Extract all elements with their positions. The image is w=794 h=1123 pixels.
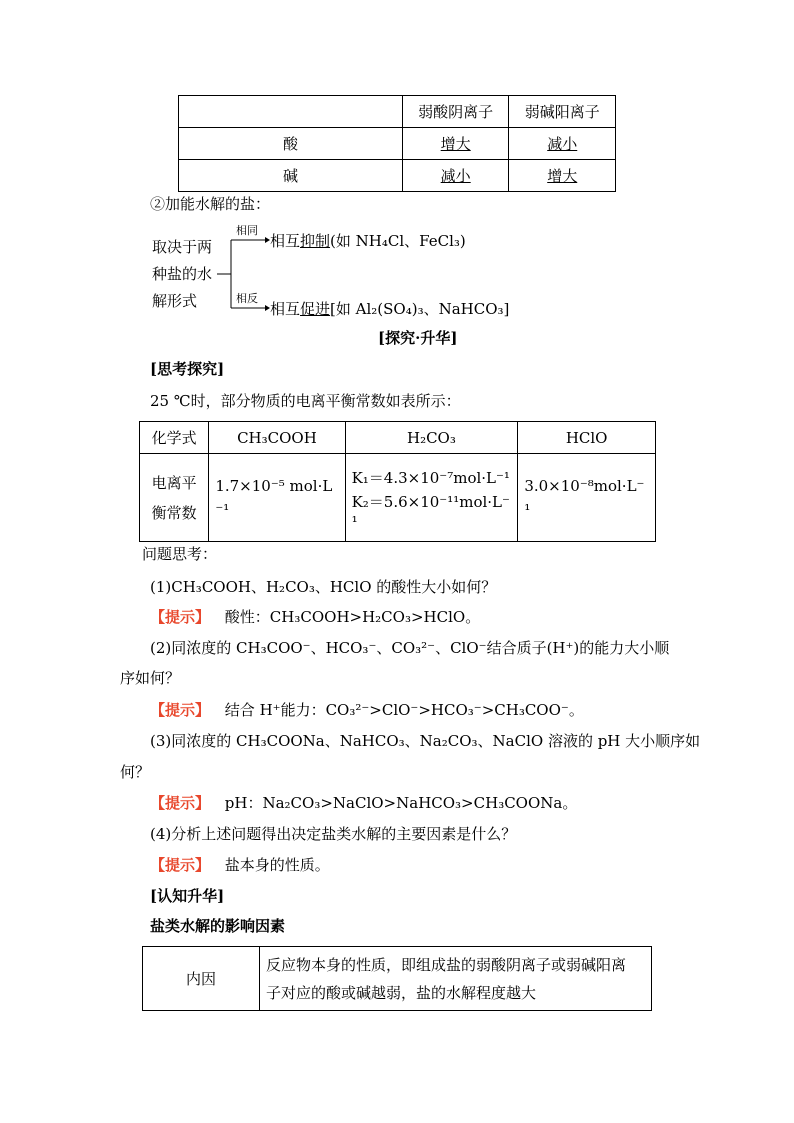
section-2-title: ②加能水解的盐： bbox=[150, 195, 271, 213]
table2-value-ch3cooh bbox=[209, 454, 345, 542]
table2-row-label-1: 电离平 bbox=[151, 473, 197, 492]
table3-text bbox=[260, 947, 652, 1011]
hint-label-2: 【提示】 bbox=[150, 701, 211, 719]
question-2-line-2: 序如何？ bbox=[120, 669, 181, 687]
diagram-top-text bbox=[270, 230, 466, 252]
ionization-constant-table bbox=[139, 421, 656, 542]
hint-label-3: 【提示】 bbox=[150, 794, 211, 812]
table2-value-ch3cooh-a: 1.7×10⁻⁵ mol·L bbox=[215, 476, 333, 495]
table2-header-formula: 化学式 bbox=[140, 422, 209, 454]
table1-row-acid-label: 酸 bbox=[179, 128, 403, 160]
diagram-bottom-underlined: 促进 bbox=[300, 300, 331, 318]
questions-label: 问题思考： bbox=[142, 545, 218, 563]
hint-label-4: 【提示】 bbox=[150, 856, 211, 874]
diagram-top-label: 相同 bbox=[236, 224, 258, 237]
diagram-top-suffix: (如 NH₄Cl、FeCl₃) bbox=[330, 232, 466, 250]
answer-2-text: 结合 H⁺能力：CO₃²⁻>ClO⁻>HCO₃⁻>CH₃COO⁻。 bbox=[224, 701, 584, 719]
table2-value-h2co3 bbox=[345, 454, 518, 542]
table2-value-hclo-a: 3.0×10⁻⁸mol·L⁻ bbox=[524, 476, 645, 495]
table2-header-ch3cooh: CH₃COOH bbox=[209, 422, 345, 454]
hint-label-1: 【提示】 bbox=[150, 608, 211, 626]
table1-row-base-cation: 增大 bbox=[509, 160, 616, 192]
question-1: (1)CH₃COOH、H₂CO₃、HClO 的酸性大小如何？ bbox=[150, 578, 497, 596]
diagram-left-line-3: 解形式 bbox=[152, 292, 198, 310]
answer-2 bbox=[150, 699, 584, 721]
answer-3-text: pH：Na₂CO₃>NaClO>NaHCO₃>CH₃COONa。 bbox=[224, 794, 578, 812]
factors-table bbox=[142, 946, 652, 1011]
table2-value-ch3cooh-b: ⁻¹ bbox=[215, 500, 230, 519]
table2-row-label-2: 衡常数 bbox=[151, 503, 197, 522]
table3-text-a: 反应物本身的性质，即组成盐的弱酸阴离子或弱碱阳离 bbox=[266, 955, 627, 974]
table3-text-b: 子对应的酸或碱越弱，盐的水解程度越大 bbox=[266, 983, 537, 1002]
heading-upgrade: [认知升华] bbox=[150, 887, 225, 905]
answer-1-text: 酸性：CH₃COOH>H₂CO₃>HClO。 bbox=[224, 608, 481, 626]
answer-1 bbox=[150, 606, 480, 628]
diagram-left-line-2: 种盐的水 bbox=[152, 265, 213, 283]
answer-3 bbox=[150, 792, 577, 814]
table2-value-h2co3-c: ¹ bbox=[351, 512, 358, 531]
table1-row-acid-anion: 增大 bbox=[402, 128, 509, 160]
diagram-top-underlined: 抑制 bbox=[300, 232, 331, 250]
table1-header-empty bbox=[179, 96, 403, 128]
answer-4-text: 盐本身的性质。 bbox=[224, 856, 330, 874]
table2-value-hclo-b: ¹ bbox=[524, 500, 531, 519]
diagram-left-line-1: 取决于两 bbox=[152, 238, 213, 256]
question-4: (4)分析上述问题得出决定盐类水解的主要因素是什么？ bbox=[150, 825, 517, 843]
answer-4 bbox=[150, 854, 330, 876]
table2-row-label bbox=[140, 454, 209, 542]
ion-effect-table bbox=[178, 95, 616, 192]
table3-label: 内因 bbox=[143, 947, 260, 1011]
question-3-line-2: 何？ bbox=[120, 763, 151, 781]
table2-value-h2co3-b: K₂＝5.6×10⁻¹¹mol·L⁻ bbox=[351, 492, 510, 511]
diagram-bottom-text bbox=[270, 298, 509, 320]
table2-header-h2co3: H₂CO₃ bbox=[345, 422, 518, 454]
heading-explore: [探究·升华] bbox=[378, 329, 458, 347]
diagram-bottom-suffix: [如 Al₂(SO₄)₃、NaHCO₃] bbox=[330, 300, 510, 318]
diagram-top-prefix: 相互 bbox=[270, 232, 301, 250]
question-2-line-1: (2)同浓度的 CH₃COO⁻、HCO₃⁻、CO₃²⁻、ClO⁻结合质子(H⁺)的能力大小顺 bbox=[150, 639, 670, 657]
table2-value-h2co3-a: K₁＝4.3×10⁻⁷mol·L⁻¹ bbox=[351, 468, 510, 487]
table2-value-hclo bbox=[518, 454, 656, 542]
table1-row-acid-cation: 减小 bbox=[509, 128, 616, 160]
intro-text: 25 ℃时，部分物质的电离平衡常数如表所示： bbox=[150, 392, 461, 410]
table2-header-hclo: HClO bbox=[518, 422, 656, 454]
question-3-line-1: (3)同浓度的 CH₃COONa、NaHCO₃、Na₂CO₃、NaClO 溶液的 pH 大小顺序如 bbox=[150, 732, 701, 750]
diagram-bottom-prefix: 相互 bbox=[270, 300, 301, 318]
table1-row-base-label: 碱 bbox=[179, 160, 403, 192]
heading-think: [思考探究] bbox=[150, 360, 225, 378]
table1-header-cation: 弱碱阳离子 bbox=[509, 96, 616, 128]
table1-header-anion: 弱酸阴离子 bbox=[402, 96, 509, 128]
diagram-bottom-label: 相反 bbox=[236, 292, 258, 305]
factors-title: 盐类水解的影响因素 bbox=[150, 917, 286, 935]
table1-row-base-anion: 减小 bbox=[402, 160, 509, 192]
